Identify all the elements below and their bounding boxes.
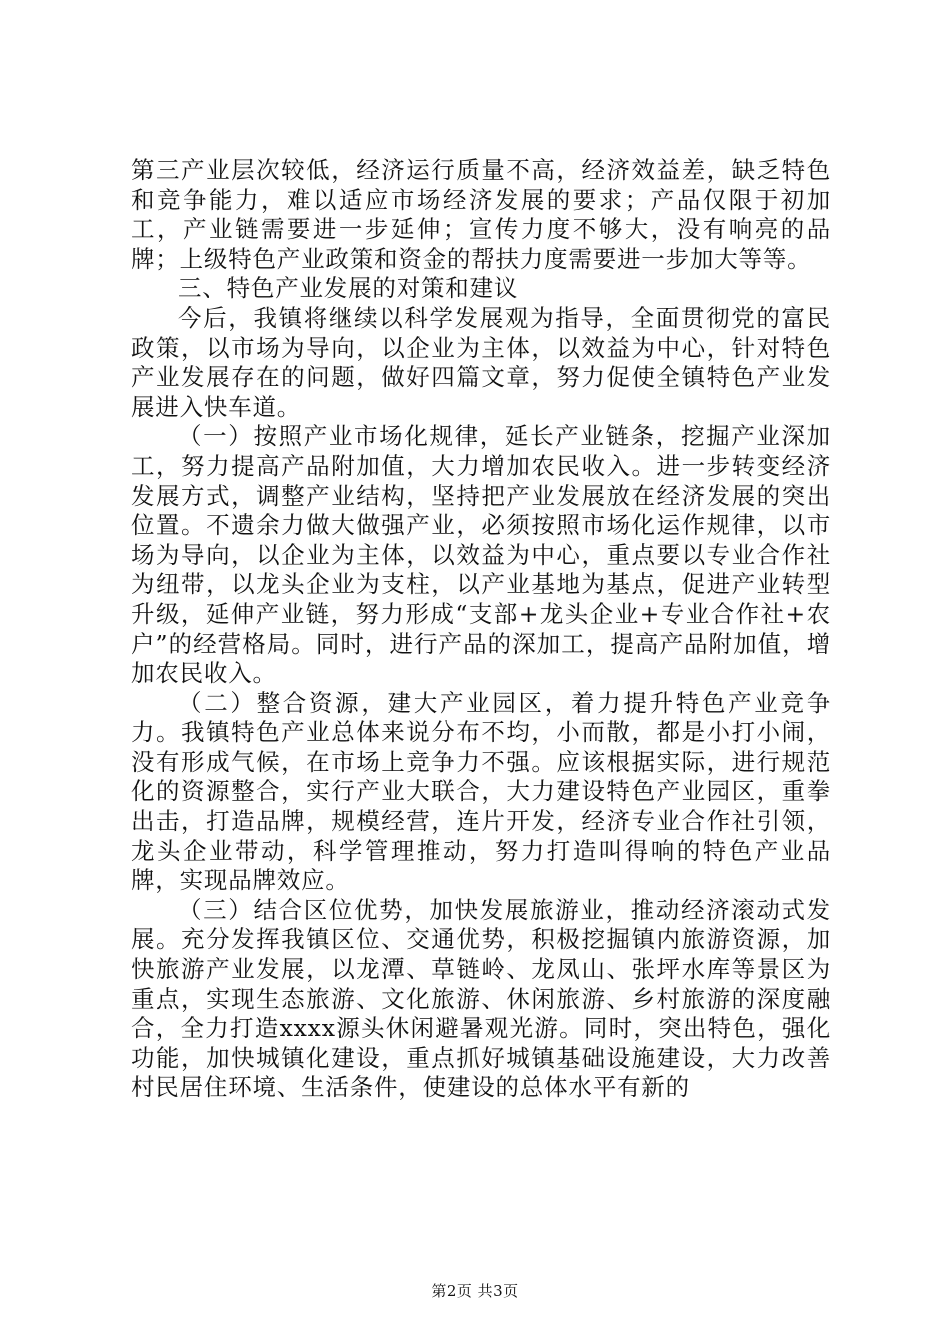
- page-number-footer: 第2页 共3页: [431, 1282, 519, 1300]
- paragraph-continuation: 第三产业层次较低，经济运行质量不高，经济效益差，缺乏特色和竞争能力，难以适应市场经济发展的要求；产品仅限于初加工，产业链需要进一步延伸；宣传力度不够大，没有响亮的品牌；上级特色产业政策和资金的帮扶力度需要进一步加大等等。: [131, 156, 831, 273]
- document-body: [131, 156, 831, 1103]
- paragraph-item-3: （三）结合区位优势，加快发展旅游业，推动经济滚动式发展。充分发挥我镇区位、交通优势，积极挖掘镇内旅游资源，加快旅游产业发展，以龙潭、草链岭、龙凤山、张坪水库等景区为重点，实现生态旅游、文化旅游、休闲旅游、乡村旅游的深度融合，全力打造xxxx源头休闲避暑观光游。同时，突出特色，强化功能，加快城镇化建设，重点抓好城镇基础设施建设，大力改善村民居住环境、生活条件，使建设的总体水平有新的: [131, 895, 831, 1102]
- section-heading: 三、特色产业发展的对策和建议: [178, 274, 519, 303]
- paragraph-item-2: （二）整合资源，建大产业园区，着力提升特色产业竞争力。我镇特色产业总体来说分布不均，小而散，都是小打小闹，没有形成气候，在市场上竞争力不强。应该根据实际，进行规范化的资源整合，实行产业大联合，大力建设特色产业园区，重拳出击，打造品牌，规模经营，连片开发，经济专业合作社引领，龙头企业带动，科学管理推动，努力打造叫得响的特色产业品牌，实现品牌效应。: [131, 688, 831, 895]
- paragraph-intro: 今后，我镇将继续以科学发展观为指导，全面贯彻党的富民政策，以市场为导向，以企业为主体，以效益为中心，针对特色产业发展存在的问题，做好四篇文章，努力促使全镇特色产业发展进入快车道。: [131, 303, 831, 421]
- paragraph-item-1: （一）按照产业市场化规律，延长产业链条，挖掘产业深加工，努力提高产品附加值，大力增加农民收入。进一步转变经济发展方式，调整产业结构，坚持把产业发展放在经济发展的突出位置。不遗余力做大做强产业，必须按照市场化运作规律，以市场为导向，以企业为主体，以效益为中心，重点要以专业合作社为纽带，以龙头企业为支柱，以产业基地为基点，促进产业转型升级，延伸产业链，努力形成“支部+龙头企业+专业合作社+农户”的经营格局。同时，进行产品的深加工，提高产品附加值，增加农民收入。: [131, 422, 831, 688]
